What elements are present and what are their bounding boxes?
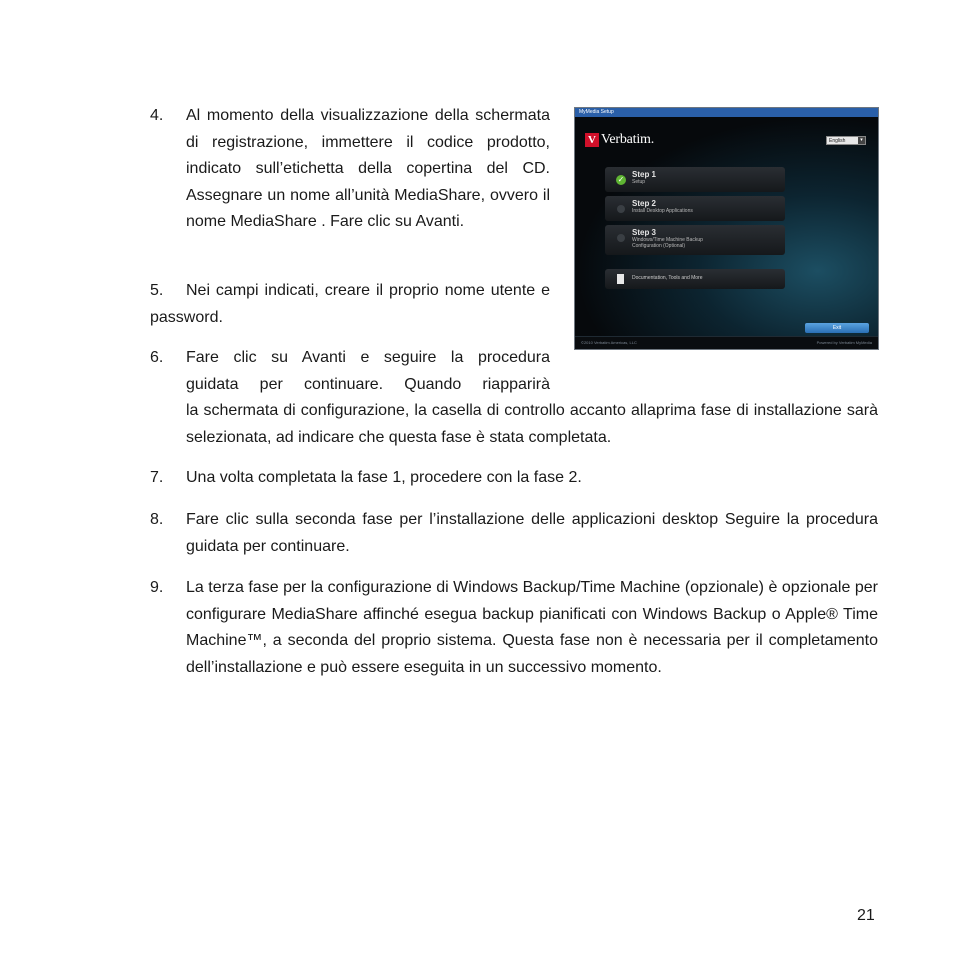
logo-mark: V [585, 133, 599, 147]
language-select[interactable] [826, 136, 866, 145]
window-title: MyMedia Setup [575, 108, 878, 117]
step-subtitle: Windows/Time Machine Backup Configuration (Optional) [632, 237, 703, 249]
step-subtitle: Install Desktop Applications [632, 208, 693, 214]
step-title: Step 2 [632, 199, 657, 208]
list-text: Fare clic sulla seconda fase per l’installazione delle applicazioni desktop Seguire la procedura guidata per continuare. [186, 511, 878, 555]
check-icon: ✓ [617, 175, 625, 184]
page-number: 21 [857, 907, 875, 924]
documentation-button[interactable] [605, 269, 785, 289]
list-text-wrap [186, 345, 550, 398]
step-title: Step 3 [632, 228, 657, 237]
list-text-line: Fare clic su Avanti e seguire la procedura [186, 349, 550, 366]
list-text-line: guidata per continuare. Quando riapparirà [186, 375, 550, 393]
list-item-4 [150, 103, 550, 236]
step-3-button[interactable] [605, 225, 785, 255]
list-item-5 [150, 278, 550, 331]
status-dot-icon [617, 205, 625, 213]
documentation-label: Documentation, Tools and More [632, 275, 703, 281]
list-text: La terza fase per la configurazione di Windows Backup/Time Machine (opzionale) è opzionale per configurare MediaShare affinché esegua backup pianificati con Windows Backup o Apple® Time Machine™, a seconda del proprio sistema. Questa fase non è necessaria per il completamento dell’installazione e può essere eseguita in un successivo momento. [186, 579, 878, 676]
installer-screenshot [574, 107, 879, 350]
status-dot-icon [617, 234, 625, 242]
list-item-7 [150, 465, 878, 492]
list-number: 8. [150, 511, 164, 528]
list-number: 5. [150, 282, 164, 299]
list-item-8 [150, 507, 878, 560]
list-item-9 [150, 575, 878, 681]
list-number: 4. [150, 107, 164, 124]
step-title: Step 1 [632, 170, 657, 179]
list-number: 9. [150, 579, 164, 596]
language-value: English [829, 138, 846, 144]
list-text: Nei campi indicati, creare il proprio nome utente e password. [150, 282, 550, 326]
installer-footer [575, 336, 878, 349]
step-subtitle: Setup [632, 179, 646, 185]
list-text-continued: la schermata di configurazione, la casella di controllo accanto allaprima fase di installazione sarà selezionata, ad indicare che questa fase è stata completata. [186, 402, 878, 446]
step-1-button[interactable] [605, 167, 785, 192]
footer-powered-by: Powered by Verbatim MyMedia [816, 340, 872, 345]
footer-copyright: ©2010 Verbatim Americas, LLC [581, 340, 637, 345]
verbatim-logo [585, 132, 654, 148]
list-number: 6. [150, 349, 164, 366]
logo-text: Verbatim. [601, 132, 655, 147]
list-number: 7. [150, 469, 164, 486]
list-text: Al momento della visualizzazione della schermata di registrazione, immettere il codice prodotto, indicato sull’etichetta della copertina del CD. Assegnare un nome all’unità MediaShare, ovvero il nome MediaShare . Fare clic su Avanti. [186, 107, 550, 230]
document-icon [617, 274, 624, 284]
chevron-down-icon: ▾ [858, 137, 865, 144]
step-2-button[interactable] [605, 196, 785, 221]
list-item-6 [150, 345, 550, 398]
list-text: Una volta completata la fase 1, procedere con la fase 2. [186, 469, 582, 486]
exit-button[interactable]: Exit [805, 323, 869, 333]
